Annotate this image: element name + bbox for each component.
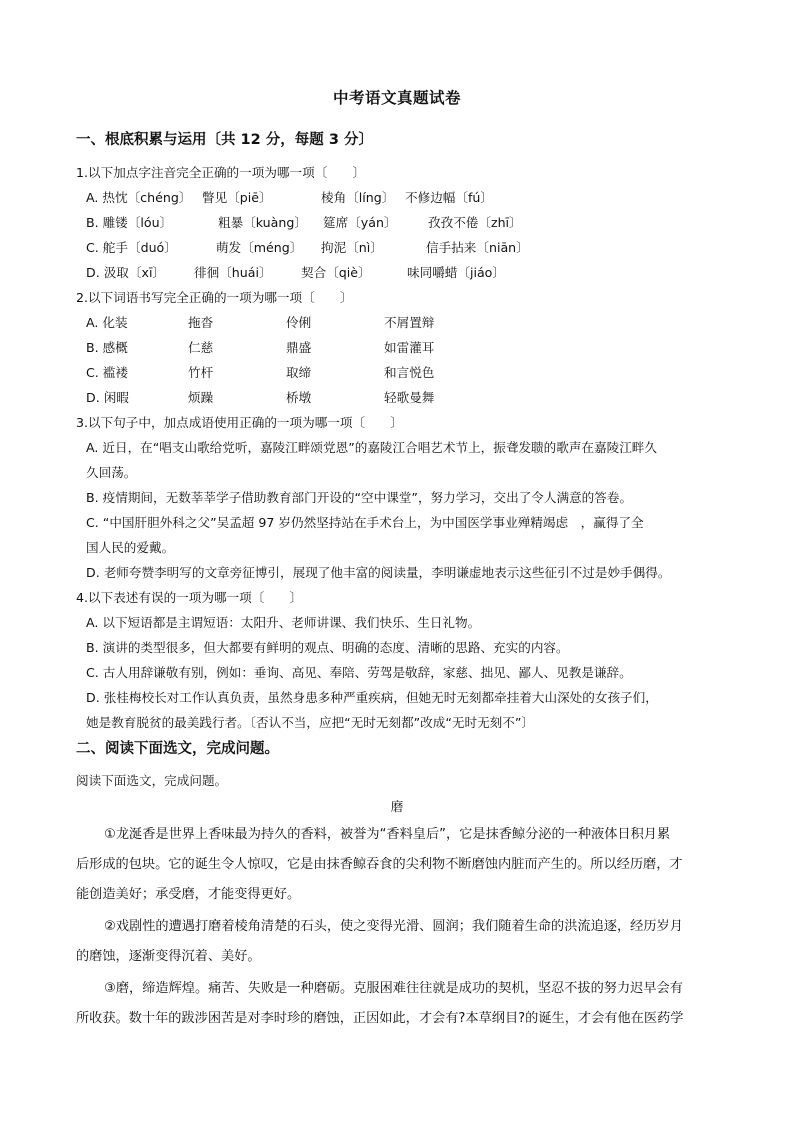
passage-title: 磨 <box>390 799 404 814</box>
question-3-option-b: B. 疫情期间，无数莘莘学子借助教育部门开设的“空中课堂”，努力学习，交出了令人满意的答卷。 <box>86 490 633 505</box>
question-1-option-b <box>86 212 746 230</box>
question-3-option-c: C. “中国肝胆外科之父”吴孟超 97 岁仍然坚持站在手术台上，为中国医学事业殚精竭虑 ，赢得了全 <box>86 515 644 530</box>
option-term: 信手拈来〔niān〕 <box>426 240 529 255</box>
option-term: C. 舵手〔duó〕 <box>86 240 177 255</box>
option-term: 竹杆 <box>188 365 214 380</box>
option-term: 味同嚼蜡〔jiáo〕 <box>407 265 505 280</box>
option-term: C. 褴褛 <box>86 365 128 380</box>
option-term: 契合〔qiè〕 <box>301 265 371 280</box>
question-1-stem: 1.以下加点字注音完全正确的一项为哪一项〔 〕 <box>76 165 366 180</box>
option-term: 棱角〔líng〕 <box>321 190 395 205</box>
question-3-option-a: A. 近日，在“唱支山歌给党听，嘉陵江畔颂党恩”的嘉陵江合唱艺术节上，振聋发聩的歌声在嘉陵江畔久 <box>86 440 657 455</box>
option-term: 萌发〔méng〕 <box>216 240 303 255</box>
option-term: 不修边幅〔fú〕 <box>405 190 493 205</box>
option-term: 筵席〔yán〕 <box>323 215 397 230</box>
option-term: 桥墩 <box>286 390 312 405</box>
passage-paragraph-1: ①龙涎香是世界上香味最为持久的香料，被誉为“香料皇后”，它是抹香鲸分泌的一种液体日积月累 <box>104 827 671 842</box>
passage-paragraph-3-line: 所收获。数十年的跋涉困苦是对李时珍的磨蚀，正因如此，才会有?本草纲目?的诞生，才会有他在医药学 <box>76 1011 684 1026</box>
option-term: 拘泥〔nì〕 <box>321 240 383 255</box>
option-term: 伶俐 <box>286 315 312 330</box>
question-2-option-b <box>86 337 746 355</box>
question-1-option-c <box>86 237 746 255</box>
option-term: 粗暴〔kuàng〕 <box>218 215 307 230</box>
question-4-option-a: A. 以下短语都是主谓短语：太阳升、老师讲课、我们快乐、生日礼物。 <box>86 615 481 630</box>
option-term: B. 感概 <box>86 340 128 355</box>
option-term: 取缔 <box>286 365 312 380</box>
passage-paragraph-1-line: 能创造美好；承受磨，才能变得更好。 <box>76 887 301 902</box>
option-term: 和言悦色 <box>384 365 435 380</box>
option-term: 轻歌曼舞 <box>384 390 435 405</box>
option-term: 如雷灌耳 <box>384 340 435 355</box>
option-term: A. 化装 <box>86 315 128 330</box>
question-1-option-a <box>86 187 746 205</box>
section-2-heading: 二、阅读下面选文，完成问题。 <box>76 741 279 757</box>
option-term: 仁慈 <box>188 340 214 355</box>
option-term: 徘徊〔huái〕 <box>194 265 272 280</box>
option-term: 不屑置辩 <box>384 315 435 330</box>
option-term: 拖沓 <box>188 315 214 330</box>
question-2-option-a <box>86 312 746 330</box>
option-term: A. 热忱〔chéng〕 <box>86 190 192 205</box>
question-4-option-d-cont: 她是教育脱贫的最美践行者。〔否认不当，应把“无时无刻都”改成“无时无刻不”〕 <box>86 715 534 730</box>
option-term: D. 汲取〔xī〕 <box>86 265 166 280</box>
question-4-option-c: C. 古人用辞谦敬有别，例如：垂询、高见、奉陪、劳驾是敬辞，家慈、拙见、鄙人、见教是谦辞。 <box>86 665 632 680</box>
page-title: 中考语文真题试卷 <box>332 89 461 107</box>
question-4-option-b: B. 演讲的类型很多，但大都要有鲜明的观点、明确的态度、清晰的思路、充实的内容。 <box>86 640 569 655</box>
question-1-option-d <box>86 262 746 280</box>
question-2-option-c <box>86 362 746 380</box>
section-1-heading: 一、根底积累与运用〔共 12 分，每题 3 分〕 <box>76 132 373 148</box>
passage-paragraph-2: ②戏剧性的遭遇打磨着棱角清楚的石头，使之变得光滑、圆润；我们随着生命的洪流追逐，经历岁月 <box>104 919 683 934</box>
passage-paragraph-3: ③磨，缔造辉煌。痛苦、失败是一种磨砺。克服困难往往就是成功的契机，坚忍不拔的努力迟早会有 <box>104 981 683 996</box>
question-4-option-d: D. 张桂梅校长对工作认真负责，虽然身患多种严重疾病，但她无时无刻都牵挂着大山深处的女孩子们， <box>86 690 658 705</box>
question-3-option-c-cont: 国人民的爱戴。 <box>86 540 175 555</box>
passage-paragraph-2-line: 的磨蚀，逐渐变得沉着、美好。 <box>76 949 261 964</box>
option-term: D. 闲暇 <box>86 390 129 405</box>
option-term: 孜孜不倦〔zhī〕 <box>428 215 522 230</box>
question-4-stem: 4.以下表述有误的一项为哪一项〔 〕 <box>76 590 303 605</box>
option-term: 鼎盛 <box>286 340 312 355</box>
option-term: 烦躁 <box>188 390 214 405</box>
option-term: 瞥见〔piē〕 <box>202 190 272 205</box>
reading-instruction: 阅读下面选文，完成问题。 <box>76 773 228 788</box>
question-3-option-a-cont: 久回荡。 <box>86 465 137 480</box>
question-3-stem: 3.以下句子中，加点成语使用正确的一项为哪一项〔 〕 <box>76 415 403 430</box>
option-term: B. 雕镂〔lóu〕 <box>86 215 173 230</box>
question-2-stem: 2.以下词语书写完全正确的一项为哪一项〔 〕 <box>76 290 353 305</box>
passage-paragraph-1-line: 后形成的包块。它的诞生令人惊叹，它是由抹香鲸吞食的尖利物不断磨蚀内脏而产生的。所以经历磨，才 <box>76 857 683 872</box>
question-2-option-d <box>86 387 746 405</box>
question-3-option-d: D. 老师夸赞李明写的文章旁征博引，展现了他丰富的阅读量，李明谦虚地表示这些征引不过是妙手偶得。 <box>86 565 671 580</box>
